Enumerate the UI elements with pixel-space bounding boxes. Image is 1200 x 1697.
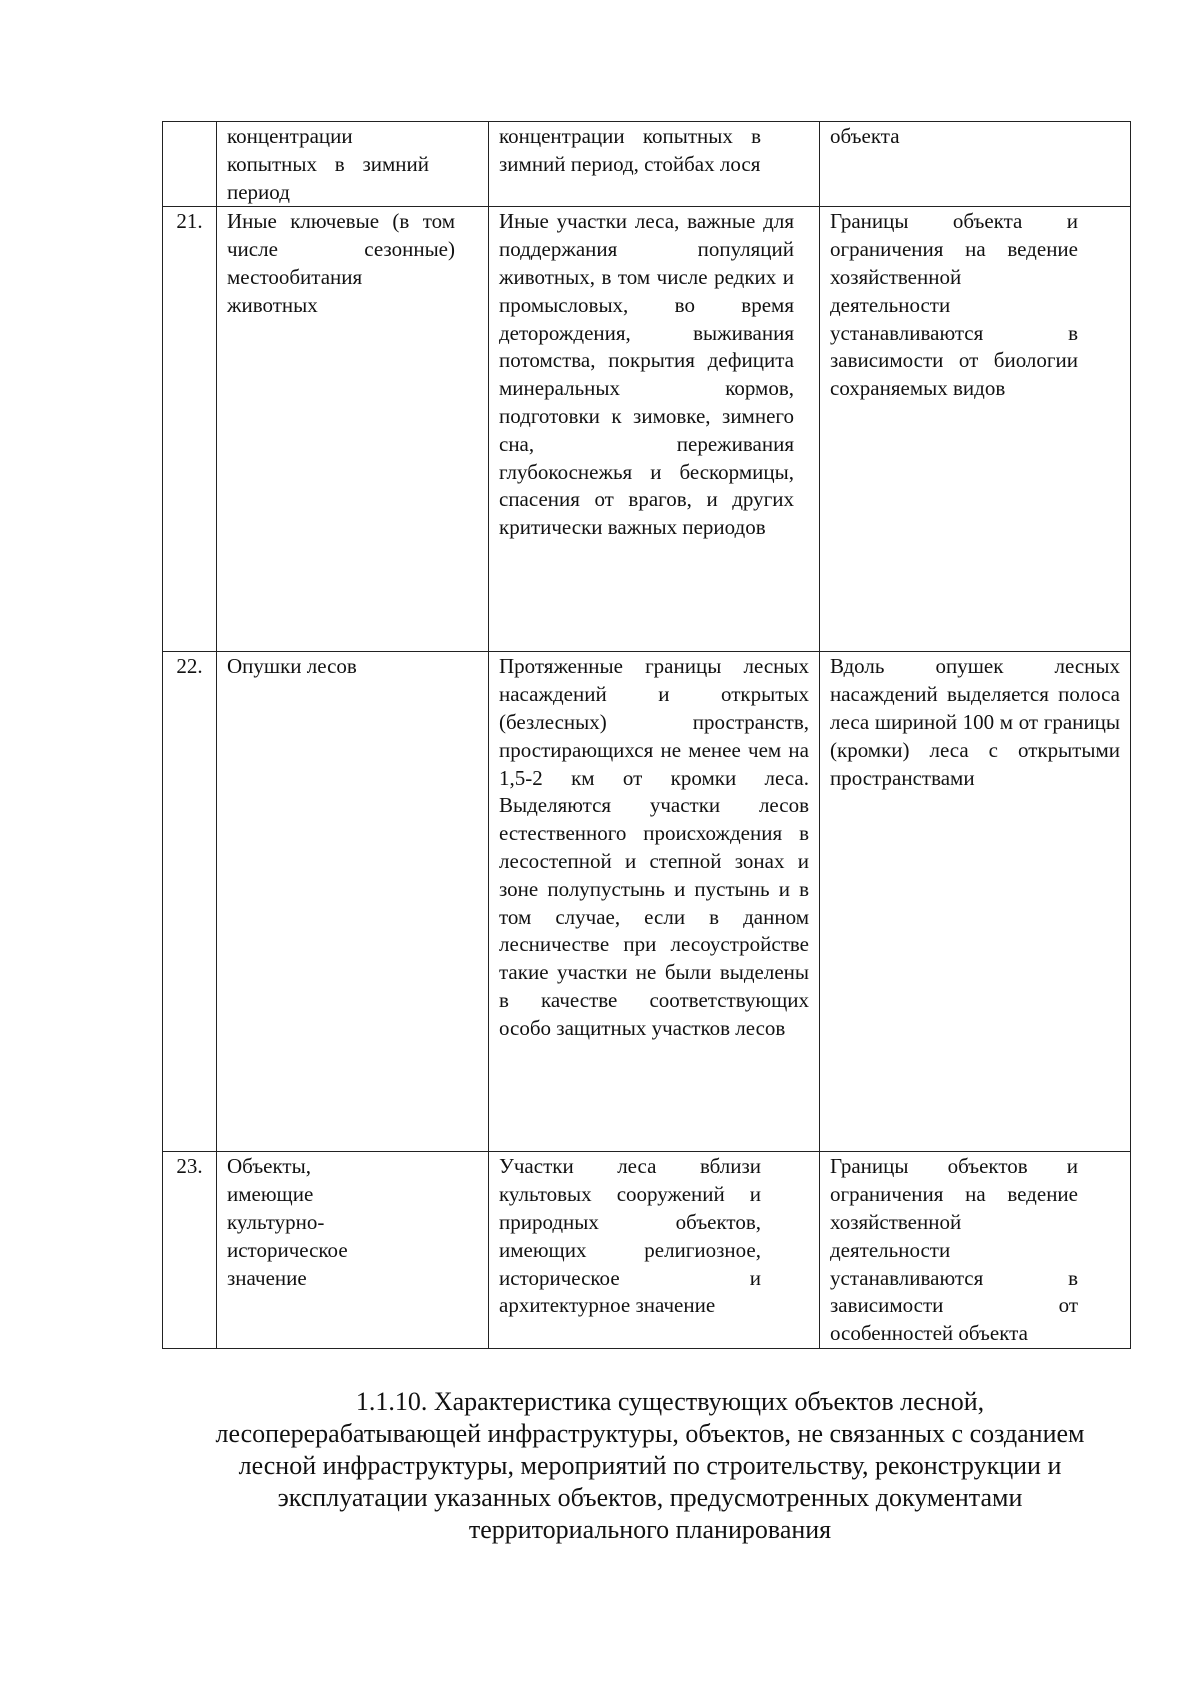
description-cell <box>489 122 820 207</box>
area-name-cell <box>217 207 489 652</box>
area-name-cell: Опушки лесов <box>217 652 489 1152</box>
section-heading-rest: лесоперерабатывающей инфраструктуры, объектов, не связанных с созданием лесной инфраструктуры, мероприятий по строительству, реконструкции и эксплуатации указанных объектов, предусмотренных документами территориального планирования <box>215 1419 1085 1544</box>
description-text: концентрации копытных в зимний период, стойбах лося <box>499 124 761 176</box>
row-number <box>163 122 217 207</box>
regime-text: Границы объекта и ограничения на ведение хозяйственной деятельности устанавливаются в зависимости от биологии сохраняемых видов <box>830 209 1078 401</box>
description-cell <box>489 1152 820 1349</box>
row-number: 22. <box>163 652 217 1152</box>
area-name-text: Объекты, имеющие культурно-историческое значение <box>227 1154 348 1290</box>
area-name-text: концентрации копытных в зимний период <box>227 124 429 204</box>
description-cell: Протяженные границы лесных насаждений и открытых (безлесных) пространств, простирающихся не менее чем на 1,5-2 км от кромки леса. Выделяются участки лесов естественного происхождения в лесостепной и степной зонах и зоне полупустынь и пустынь и в том случае, если в данном лесничестве при лесоустройстве такие участки не были выделены в качестве соответствующих особо защитных участков лесов <box>489 652 820 1152</box>
regime-cell <box>820 207 1131 652</box>
regime-cell: объекта <box>820 122 1131 207</box>
section-heading-line1: 1.1.10. Характеристика существующих объектов лесной, <box>355 1387 985 1416</box>
protective-areas-table <box>162 121 1131 1349</box>
area-name-cell <box>217 1152 489 1349</box>
regime-text: Границы объектов и ограничения на ведение хозяйственной деятельности устанавливаются в зависимости от особенностей объекта <box>830 1154 1078 1346</box>
regime-cell <box>820 1152 1131 1349</box>
description-cell <box>489 207 820 652</box>
section-heading <box>190 1386 1110 1546</box>
table-row <box>163 122 1131 207</box>
area-name-text: Иные ключевые (в том числе сезонные) местообитания животных <box>227 209 455 317</box>
table-row <box>163 652 1131 1152</box>
table-row <box>163 1152 1131 1349</box>
description-text: Участки леса вблизи культовых сооружений и природных объектов, имеющих религиозное, историческое и архитектурное значение <box>499 1154 761 1318</box>
row-number: 21. <box>163 207 217 652</box>
regime-cell: Вдоль опушек лесных насаждений выделяется полоса леса шириной 100 м от границы (кромки) леса с открытыми пространствами <box>820 652 1131 1152</box>
row-number: 23. <box>163 1152 217 1349</box>
description-text: Иные участки леса, важные для поддержания популяций животных, в том числе редких и промысловых, во время деторождения, выживания потомства, покрытия дефицита минеральных кормов, подготовки к зимовке, зимнего сна, переживания глубокоснежья и бескормицы, спасения от врагов, и других критически важных периодов <box>499 209 794 540</box>
area-name-cell <box>217 122 489 207</box>
table-row <box>163 207 1131 652</box>
